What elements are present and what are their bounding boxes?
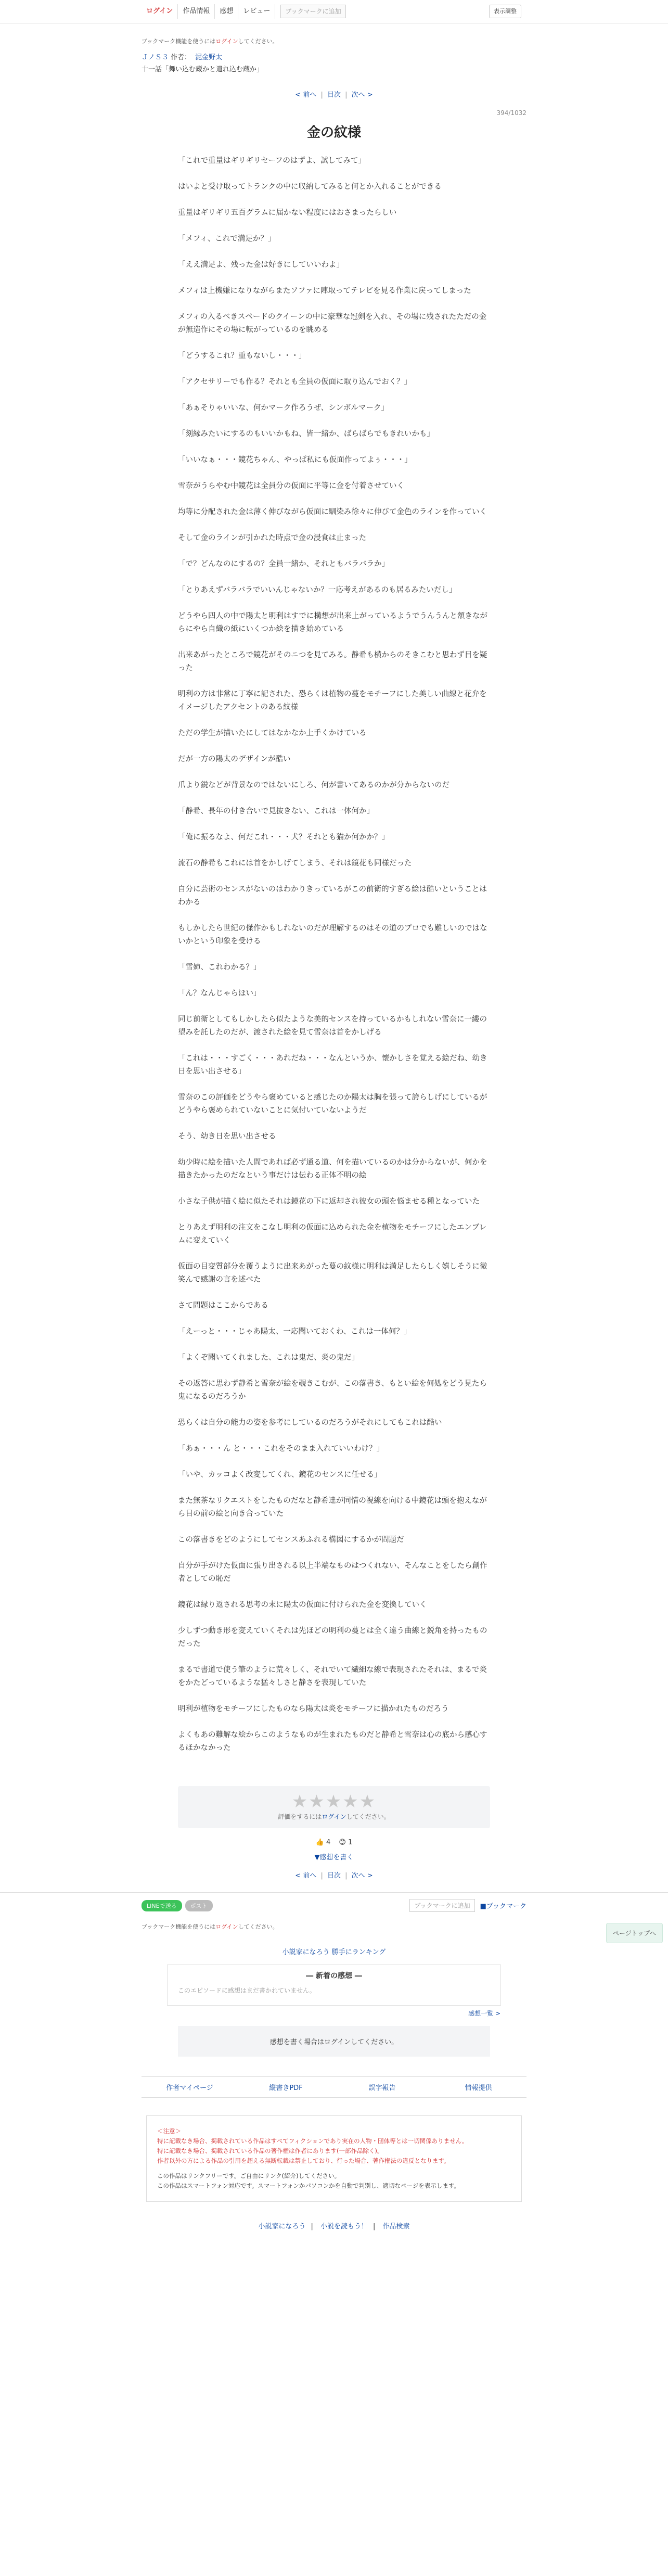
new-reviews-box	[167, 1965, 501, 2006]
prev-link[interactable]: < 前へ	[295, 91, 317, 99]
chapter-title: 十一話「舞い込む蔵かと遣れ込む蔵か」	[142, 66, 264, 73]
body-blank-line	[178, 948, 490, 961]
body-blank-line	[178, 1547, 490, 1560]
caution-info-line: この作品はスマートフォン対応です。スマートフォンかパソコンかを自動で判別し、適切なページを表示します。	[157, 2182, 460, 2189]
share-section	[142, 1899, 526, 1956]
rating-stars[interactable]: ★★★★★	[291, 1791, 377, 1812]
bookmark-notice-bottom	[142, 1922, 526, 1931]
body-paragraph: 雪奈のこの評価をどうやら褒めていると感じたのか陽太は胸を張って誇らしげにしているがどうやら褒められていないことに気付いていないようだ	[178, 1093, 487, 1115]
display-settings-button[interactable]: 表示調整	[489, 5, 521, 18]
index-link[interactable]: 目次	[327, 1872, 341, 1880]
body-paragraph: 自分に芸術のセンスがないのはわかりきっているがこの前衛的すぎる絵は酷いということはわかる	[178, 885, 487, 907]
body-blank-line	[178, 1364, 490, 1378]
body-paragraph: さて問題はここからである	[178, 1302, 268, 1310]
body-paragraph: もしかしたら世紀の傑作かもしれないのだが理解するのはその道のプロでも難しいのではないかという印象を受ける	[178, 924, 487, 946]
bookmark-button[interactable]: ブックマークに追加	[280, 5, 345, 18]
footer-link-yomou[interactable]: 小説を読もう！	[320, 2223, 368, 2230]
body-paragraph: 「ええ満足よ、残った金は好きにしていいわよ」	[178, 261, 344, 269]
pager-bottom	[142, 1870, 526, 1880]
body-paragraph: はいよと受け取ってトランクの中に収納してみると何とか入れることができる	[178, 183, 442, 191]
ranking-link[interactable]: 小説家になろう 勝手にランキング	[282, 1948, 386, 1956]
body-paragraph: とりあえず明利の注文をこなし明利の仮面に込められた金を植物をモチーフにしたエンブレムに変えていく	[178, 1223, 487, 1245]
bookmark-notice	[142, 37, 526, 45]
author-mypage-link[interactable]: 作者マイページ	[166, 2084, 213, 2092]
body-blank-line	[178, 363, 490, 376]
body-blank-line	[178, 519, 490, 532]
body-blank-line	[178, 1286, 490, 1299]
body-blank-line	[178, 1338, 490, 1351]
body-blank-line	[178, 1716, 490, 1729]
smile-icon: 😊	[339, 1839, 346, 1846]
series-info	[142, 52, 526, 61]
body-blank-line	[178, 1430, 490, 1443]
pager-sep: |	[320, 1872, 323, 1880]
body-blank-line	[178, 870, 490, 883]
page-number: 394/1032	[496, 109, 526, 117]
body-paragraph: 「雪姉、これわかる？」	[178, 963, 261, 972]
new-reviews-heading: ― 新着の感想 ―	[306, 1972, 362, 1980]
rating-note	[178, 1812, 490, 1821]
body-paragraph: 自分が手がけた仮面に張り出される以上半端なものはつくれない、そんなことをしたら創作者としての恥だ	[178, 1562, 487, 1583]
body-paragraph: 出来あがったところで鏡花がそのニつを見てみる。静希も横からのそきこむと思わず目を疑った	[178, 651, 487, 672]
write-feedback-link[interactable]: ▼感想を書く	[314, 1854, 354, 1861]
body-blank-line	[178, 1208, 490, 1221]
reaction-thumbs-up[interactable]	[316, 1839, 331, 1846]
x-share-button[interactable]: ポスト	[185, 1900, 213, 1911]
top-bar	[0, 0, 668, 23]
bookmark-link[interactable]: ■ブックマーク	[480, 1903, 526, 1910]
body-paragraph: 雪奈がうらやむ中鏡花は全員分の仮面に平等に金を付着させていく	[178, 482, 404, 490]
body-paragraph: この落書きをどのようにしてセンスあふれる構図にするかが問題だ	[178, 1536, 404, 1544]
body-blank-line	[178, 337, 490, 350]
author-label: 作者：	[171, 54, 191, 61]
body-paragraph: 「静希、長年の付き合いで見抜きない、これは一体何か」	[178, 807, 374, 815]
body-paragraph: その返答に思わず静希と雪奈が絵を覗きこむが、この落書き、もとい絵を何処をどう見たら鬼になるのだろうか	[178, 1380, 487, 1401]
body-paragraph: まるで書道で使う筆のように荒々しく、それでいて繊細な線で表現されたそれは、まるで炎をかたどっているような猛々しさと静さを表現していた	[178, 1666, 487, 1687]
body-paragraph: 小さな子供が描く絵に似たそれは鏡花の下に返却され彼女の頭を悩ませる種となっていた	[178, 1197, 480, 1206]
body-paragraph: 鏡花は縁り返される思考の末に陽太の仮面に付けられた金を変換していく	[178, 1601, 427, 1609]
typo-report-link[interactable]: 誤字報告	[368, 2084, 396, 2092]
info-provide-link[interactable]: 情報提供	[465, 2084, 492, 2092]
body-blank-line	[178, 571, 490, 584]
body-paragraph: 明利が植物をモチーフにしたものなら陽太は炎をモチーフに描かれたものだろう	[178, 1705, 449, 1713]
body-blank-line	[178, 740, 490, 753]
caution-title: ＜注意＞	[157, 2127, 181, 2135]
login-link[interactable]: ログイン	[142, 4, 178, 19]
body-paragraph: 流石の静希もこれには首をかしげてしまう、それは鏡花も同様だった	[178, 859, 412, 868]
body-paragraph: そして金のラインが引かれた時点で金の浸食は止まった	[178, 534, 367, 542]
body-blank-line	[178, 1612, 490, 1625]
body-paragraph: 「あぁそりゃいいな、何かマーク作ろうぜ、シンボルマーク」	[178, 404, 389, 412]
footer-links: 小説家になろう | 小説を読もう！ | 作品検索	[258, 2223, 410, 2230]
body-paragraph: メフィは上機嫌になりながらまたソファに陣取ってテレビを見る作業に戻ってしまった	[178, 287, 471, 295]
body-paragraph: 「アクセサリーでも作る？それとも全員の仮面に取り込んでおく？」	[178, 378, 412, 386]
body-blank-line	[178, 1117, 490, 1130]
main-content	[142, 37, 526, 1880]
notice-login-link[interactable]: ログイン	[215, 1923, 238, 1930]
body-blank-line	[178, 1690, 490, 1703]
body-blank-line	[178, 1000, 490, 1013]
body-paragraph: 「刻縁みたいにするのもいいかもね、皆一緒か、ばらばらでもきれいかも」	[178, 430, 434, 438]
divider	[0, 1892, 668, 1893]
body-paragraph: 「いや、カッコよく改変してくれ、鏡花のセンスに任せる」	[178, 1471, 382, 1479]
notice-text-after: してください。	[238, 38, 278, 45]
body-blank-line	[178, 1078, 490, 1091]
bookmark-add-button[interactable]: ブックマークに追加	[409, 1899, 474, 1912]
body-blank-line	[178, 844, 490, 857]
body-blank-line	[178, 1143, 490, 1156]
footer-link-search[interactable]: 作品検索	[382, 2223, 410, 2230]
body-blank-line	[178, 675, 490, 688]
body-blank-line	[178, 1586, 490, 1599]
body-paragraph: 「メフィ、これで満足か？」	[178, 235, 276, 243]
body-paragraph: 「で？どんなのにするの？全員一緒か、それともバラバラか」	[178, 560, 389, 568]
body-paragraph: 明利の方は非常に丁寧に記された、恐らくは植物の蔓をモチーフにした美しい曲線と花弁をイメージしたアクセントのある紋様	[178, 690, 487, 711]
next-link[interactable]: 次へ >	[351, 1872, 373, 1880]
body-paragraph: 同じ前衛としてもしかしたら似たような美的センスを持っているかもしれない雪奈に一縷の望みを託したのだが、渡された絵を見て雪奈は首をかしげる	[178, 1015, 487, 1037]
body-blank-line	[178, 1651, 490, 1664]
series-name-link[interactable]: ＪノＳ３	[142, 54, 169, 61]
body-paragraph: 「ん？なんじゃらほい」	[178, 989, 261, 998]
body-blank-line	[178, 441, 490, 454]
caution-box	[146, 2115, 522, 2202]
caution-line: 特に記載なき場合、掲載されている作品はすべてフィクションであり実在の人物・団体等とは一切関係ありません。	[157, 2137, 468, 2145]
body-paragraph: 「よくぞ聞いてくれました、これは鬼だ、炎の鬼だ」	[178, 1354, 359, 1362]
reaction-smile[interactable]	[339, 1839, 352, 1846]
thumbs-up-icon: 👍	[315, 1839, 324, 1846]
rating-login-link[interactable]: ログイン	[322, 1813, 346, 1820]
body-paragraph: メフィの入るべきスペードのクイーンの中に豪華な冠剣を入れ、その場に残されたただの金が無造作にその場に転がっているのを眺める	[178, 313, 487, 334]
body-paragraph: 少しずつ動き形を変えていくそれは先ほどの明利の蔓とは全く違う曲線と鋭角を持ったものだった	[178, 1627, 487, 1648]
body-paragraph: そう、幼き日を思い出させる	[178, 1132, 276, 1141]
author-link[interactable]: 泥金野太	[195, 54, 223, 61]
comment-login-box: 感想を書く場合はログインしてください。	[178, 2026, 490, 2057]
rating-box	[178, 1786, 490, 1828]
share-row	[142, 1899, 526, 1912]
notice-text: ブックマーク機能を使うには	[142, 38, 216, 45]
body-paragraph: どうやら四人の中で陽太と明利はすでに構想が出来上がっているようでうんうんと頷きながらにやら自織の紙にいくつか絵を描き始めている	[178, 612, 487, 633]
body-paragraph: だが一方の陽太のデザインが酷い	[178, 755, 291, 763]
body-paragraph: 重量はギリギリ五百グラムに届かない程度にはおさまったらしい	[178, 209, 397, 217]
reviews-all-link[interactable]: 感想一覧 >	[468, 2010, 500, 2017]
body-blank-line	[178, 818, 490, 831]
body-paragraph: 「俺に振るなよ、何だこれ・・・犬？それとも猫か何かか？」	[178, 833, 389, 841]
body-blank-line	[178, 1482, 490, 1495]
body-blank-line	[178, 545, 490, 558]
no-reviews-text: このエピソードに感想はまだ書かれていません。	[178, 1987, 316, 1994]
body-blank-line	[178, 246, 490, 259]
body-blank-line	[178, 298, 490, 311]
body-paragraph: 幼少時に絵を描いた人間であれば必ず通る道、何を描いているのかは分からないが、何かを描きたかったのだなという事だけは伝わる正体不明の絵	[178, 1158, 487, 1180]
body-paragraph: よくもあの難解な絵からこのようなものが生まれたものだと静希と雪奈は心の底から感心するほかなかった	[178, 1731, 487, 1752]
body-blank-line	[178, 1312, 490, 1325]
body-paragraph: 「あぁ・・・ん と・・・これをそのまま入れていいわけ？」	[178, 1445, 384, 1453]
body-paragraph: 爪より鋭などが背景なのではないにしろ、何が書いてあるのかが分からないのだ	[178, 781, 449, 789]
body-blank-line	[178, 792, 490, 805]
reaction-count: 4	[326, 1839, 331, 1846]
line-share-button[interactable]: LINEで送る	[142, 1900, 182, 1911]
pager-top	[142, 89, 526, 99]
body-paragraph: 「これで重量はギリギリセーフのはずよ、試してみて」	[178, 157, 366, 165]
bottom-links	[142, 2076, 526, 2098]
prev-link[interactable]: < 前へ	[295, 1872, 317, 1880]
body-blank-line	[178, 1456, 490, 1469]
body-blank-line	[178, 220, 490, 233]
body-paragraph: 「どうするこれ？重もないし・・・」	[178, 352, 306, 360]
vertical-pdf-link[interactable]: 縦書きPDF	[269, 2084, 303, 2092]
pager-sep: |	[345, 1872, 348, 1880]
nav-review[interactable]: レビュー	[238, 4, 275, 19]
body-paragraph: また無茶なリクエストをしたものだなと静希達が同情の視線を向ける中鏡花は頭を抱えながら目の前の絵と向き合っていた	[178, 1497, 487, 1518]
body-blank-line	[178, 168, 490, 181]
pager-sep: |	[320, 91, 323, 99]
reaction-count: 1	[348, 1839, 353, 1846]
body-blank-line	[178, 1247, 490, 1260]
pager-sep: |	[345, 91, 348, 99]
body-blank-line	[178, 467, 490, 480]
episode-body	[178, 155, 490, 1755]
body-paragraph: 「とりあえずバラバラでいいんじゃないか？一応考えがあるのも居るみたいだし」	[178, 586, 457, 594]
footer-link-narou[interactable]: 小説家になろう	[258, 2223, 306, 2230]
body-blank-line	[178, 636, 490, 649]
body-paragraph: 恐らくは自分の能力の姿を参考にしているのだろうがそれにしてもこれは酷い	[178, 1419, 442, 1427]
reactions	[142, 1839, 526, 1846]
notice-text-after: してください。	[238, 1923, 278, 1930]
body-blank-line	[178, 597, 490, 610]
notice-login-link[interactable]: ログイン	[215, 38, 238, 45]
body-blank-line	[178, 1182, 490, 1195]
body-blank-line	[178, 1404, 490, 1417]
body-blank-line	[178, 1039, 490, 1052]
body-blank-line	[178, 766, 490, 779]
caution-line: 作者以外の方による作品の引用を超える無断転載は禁止しており、行った場合、著作権法の違反となります。	[157, 2157, 450, 2164]
body-blank-line	[178, 194, 490, 207]
body-blank-line	[178, 272, 490, 285]
body-paragraph: 「いいなぁ・・・鏡花ちゃん、やっぱ私にも仮面作ってよぅ・・・」	[178, 456, 412, 464]
body-blank-line	[178, 1521, 490, 1534]
nav-reviews[interactable]: 感想	[215, 4, 238, 19]
body-blank-line	[178, 714, 490, 727]
notice-text: ブックマーク機能を使うには	[142, 1923, 216, 1930]
body-blank-line	[178, 974, 490, 987]
rating-note-text: 評価をするには	[278, 1813, 322, 1820]
body-blank-line	[178, 909, 490, 922]
index-link[interactable]: 目次	[327, 91, 341, 99]
page-top-button[interactable]: ページトップへ	[606, 1923, 663, 1943]
rating-note-after: してください。	[346, 1813, 390, 1820]
body-blank-line	[178, 415, 490, 428]
body-paragraph: ただの学生が描いたにしてはなかなか上手くかけている	[178, 729, 367, 737]
body-paragraph: 「これは・・・すごく・・・あれだね・・・なんというか、懐かしさを覚える絵だね、幼き日を思い出させる」	[178, 1054, 487, 1076]
next-link[interactable]: 次へ >	[351, 91, 373, 99]
body-blank-line	[178, 493, 490, 506]
caution-line: 特に記載なき場合、掲載されている作品の著作権は作者にあります(一部作品除く)。	[157, 2147, 383, 2154]
nav-work-info[interactable]: 作品情報	[178, 4, 215, 19]
body-paragraph: 「えーっと・・・じゃあ陽太、一応聞いておくわ、これは一体何？」	[178, 1328, 412, 1336]
episode-title: 金の紋様	[306, 125, 361, 141]
caution-info-line: この作品はリンクフリーです。ご自由にリンク(紹介)してください。	[157, 2172, 341, 2179]
body-paragraph: 均等に分配された金は薄く伸びながら仮面に馴染み徐々に伸びて金色のラインを作っていく	[178, 508, 487, 516]
body-paragraph: 仮面の目変質部分を覆うように出来あがった蔓の紋様に明利は満足したらしく嬉しそうに微笑んで感謝の言を述べた	[178, 1263, 487, 1284]
body-blank-line	[178, 389, 490, 402]
